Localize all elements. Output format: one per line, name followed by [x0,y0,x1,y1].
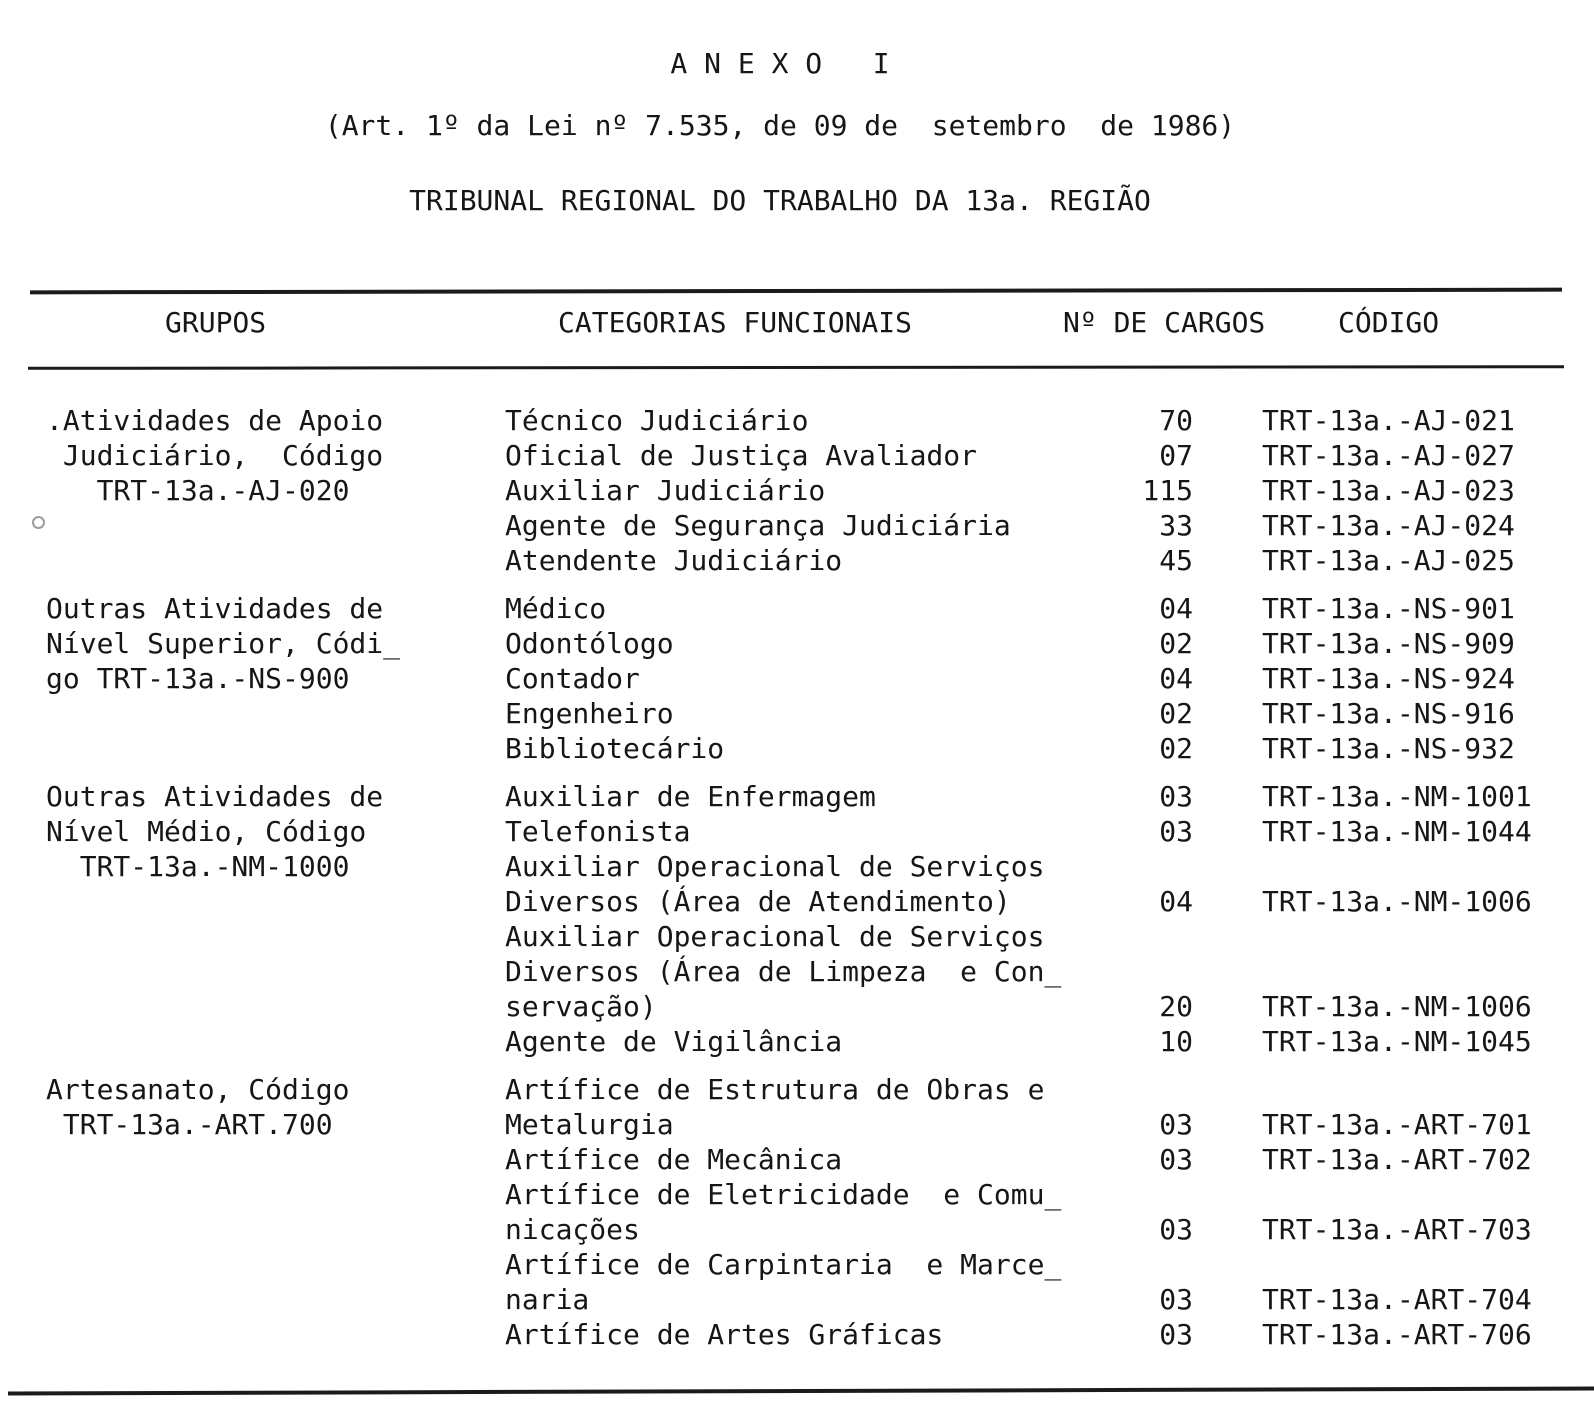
group-label-line: Nível Superior, Códi̲ [46,627,401,660]
table-row [505,438,1594,473]
cell-cargos: 07 [1159,439,1193,472]
cell-cargos: 04 [1159,885,1193,918]
cell-cargos: 03 [1159,1213,1193,1246]
scan-artifact [32,516,45,529]
document-subtitle: (Art. 1º da Lei nº 7.535, de 09 de setembro de 1986) [324,109,1236,142]
column-header-categorias: CATEGORIAS FUNCIONAIS [558,306,913,339]
cell-codigo: TRT-13a.-NS-909 [1262,627,1515,660]
cell-categoria: Médico [505,592,607,625]
table-group-artesanato [46,1072,1594,1352]
cell-categoria: Contador [505,662,640,695]
group-label-line: Nível Médio, Código [46,815,367,848]
cell-categoria: Atendente Judiciário [505,544,843,577]
cell-cargos: 02 [1159,732,1193,765]
cell-categoria: Telefonista [505,815,691,848]
cell-cargos: 45 [1159,544,1193,577]
group-label-line: Outras Atividades de [46,780,384,813]
cell-categoria: Artífice de Eletricidade e Comu̲ [505,1178,1062,1211]
table-header-rule [28,365,1564,370]
cell-cargos: 03 [1159,1108,1193,1141]
cell-cargos: 04 [1159,592,1193,625]
cell-categoria: Técnico Judiciário [505,404,809,437]
group-rows [505,403,1594,578]
cell-codigo: TRT-13a.-AJ-024 [1262,509,1515,542]
table-row [505,1107,1594,1142]
group-label [46,591,505,696]
table-group-nivel-superior [46,591,1594,766]
table-bottom-rule [8,1387,1594,1396]
group-rows [505,1072,1594,1352]
cell-cargos: 10 [1159,1025,1193,1058]
table-row [505,473,1594,508]
cell-codigo [1193,1072,1262,1107]
cell-codigo: TRT-13a.-ART-704 [1262,1283,1532,1316]
cell-categoria: Agente de Vigilância [505,1025,843,1058]
group-label-line: TRT-13a.-NM-1000 [46,850,350,883]
cell-codigo: TRT-13a.-NM-1045 [1262,1025,1532,1058]
table-top-rule [30,288,1562,295]
cell-codigo: TRT-13a.-NM-1006 [1262,885,1532,918]
cell-categoria: naria [505,1283,590,1316]
document-title: A N E X O I [670,47,890,80]
cell-cargos [1075,919,1193,954]
cell-cargos: 03 [1159,1143,1193,1176]
cell-codigo: TRT-13a.-NM-1001 [1262,780,1532,813]
cell-categoria: Auxiliar Judiciário [505,474,826,507]
cell-codigo: TRT-13a.-NS-916 [1262,697,1515,730]
table-row [505,919,1594,954]
cell-codigo: TRT-13a.-NS-901 [1262,592,1515,625]
cell-codigo: TRT-13a.-AJ-027 [1262,439,1515,472]
table-row [505,1177,1594,1212]
cell-categoria: Metalurgia [505,1108,674,1141]
cell-codigo: TRT-13a.-AJ-025 [1262,544,1515,577]
cell-codigo: TRT-13a.-AJ-023 [1262,474,1515,507]
cell-categoria: Oficial de Justiça Avaliador [505,439,978,472]
cell-categoria: nicações [505,1213,640,1246]
cell-codigo: TRT-13a.-NS-932 [1262,732,1515,765]
cell-cargos [1075,849,1193,884]
group-label-line: TRT-13a.-AJ-020 [46,474,350,507]
table-row [505,731,1594,766]
cell-categoria: Auxiliar Operacional de Serviços [505,920,1045,953]
table-row [505,989,1594,1024]
cell-codigo: TRT-13a.-ART-702 [1262,1143,1532,1176]
cell-cargos: 20 [1159,990,1193,1023]
group-label-line: Judiciário, Código [46,439,384,472]
table-row [505,696,1594,731]
table-row [505,591,1594,626]
document-org-line: TRIBUNAL REGIONAL DO TRABALHO DA 13a. REGIÃO [409,184,1151,217]
cell-codigo [1193,954,1262,989]
column-header-grupos: GRUPOS [165,306,267,339]
table-row [505,779,1594,814]
cell-cargos: 03 [1159,1283,1193,1316]
cell-categoria: Artífice de Artes Gráficas [505,1318,944,1351]
table-body [46,403,1594,1365]
cell-cargos: 02 [1159,627,1193,660]
column-header-cargos: Nº DE CARGOS [1063,306,1266,339]
cell-categoria: servação) [505,990,657,1023]
cell-codigo: TRT-13a.-ART-703 [1262,1213,1532,1246]
cell-cargos: 03 [1159,780,1193,813]
table-row [505,1317,1594,1352]
cell-categoria: Engenheiro [505,697,674,730]
table-group-nivel-medio [46,779,1594,1059]
table-row [505,1142,1594,1177]
table-row [505,954,1594,989]
cell-categoria: Artífice de Estrutura de Obras e [505,1073,1045,1106]
cell-codigo: TRT-13a.-ART-706 [1262,1318,1532,1351]
group-label-line: Outras Atividades de [46,592,384,625]
table-group-apoio-judiciario [46,403,1594,578]
column-header-codigo: CÓDIGO [1338,306,1440,339]
table-row [505,1247,1594,1282]
table-row [505,661,1594,696]
table-row [505,543,1594,578]
cell-categoria: Bibliotecário [505,732,725,765]
group-label-line: .Atividades de Apoio [46,404,384,437]
table-row [505,1282,1594,1317]
cell-cargos [1075,1072,1193,1107]
group-label-line: go TRT-13a.-NS-900 [46,662,350,695]
table-row [505,849,1594,884]
group-rows [505,779,1594,1059]
cell-cargos [1075,1247,1193,1282]
table-row [505,1024,1594,1059]
table-row [505,403,1594,438]
cell-cargos: 03 [1159,1318,1193,1351]
cell-categoria: Odontólogo [505,627,674,660]
group-label-line: Artesanato, Código [46,1073,350,1106]
cell-categoria: Diversos (Área de Limpeza e Con̲ [505,955,1062,988]
cell-cargos: 70 [1159,404,1193,437]
cell-codigo [1193,1177,1262,1212]
cell-codigo [1193,849,1262,884]
cell-cargos: 33 [1159,509,1193,542]
table-row [505,884,1594,919]
cell-categoria: Auxiliar de Enfermagem [505,780,876,813]
cell-codigo: TRT-13a.-ART-701 [1262,1108,1532,1141]
cell-categoria: Artífice de Carpintaria e Marce̲ [505,1248,1062,1281]
cell-cargos: 115 [1142,474,1193,507]
cell-cargos: 02 [1159,697,1193,730]
cell-codigo: TRT-13a.-NS-924 [1262,662,1515,695]
table-row [505,1212,1594,1247]
cell-categoria: Artífice de Mecânica [505,1143,843,1176]
cell-categoria: Diversos (Área de Atendimento) [505,885,1011,918]
cell-cargos: 03 [1159,815,1193,848]
table-row [505,814,1594,849]
table-row [505,1072,1594,1107]
group-label [46,779,505,884]
group-label [46,403,505,508]
cell-categoria: Agente de Segurança Judiciária [505,509,1011,542]
document-header [0,46,1560,218]
cell-cargos: 04 [1159,662,1193,695]
cell-codigo: TRT-13a.-NM-1006 [1262,990,1532,1023]
cell-codigo [1193,919,1262,954]
group-label [46,1072,505,1142]
group-rows [505,591,1594,766]
cell-cargos [1075,954,1193,989]
cell-categoria: Auxiliar Operacional de Serviços [505,850,1045,883]
table-row [505,626,1594,661]
table-row [505,508,1594,543]
cell-cargos [1075,1177,1193,1212]
cell-codigo [1193,1247,1262,1282]
cell-codigo: TRT-13a.-AJ-021 [1262,404,1515,437]
cell-codigo: TRT-13a.-NM-1044 [1262,815,1532,848]
group-label-line: TRT-13a.-ART.700 [46,1108,333,1141]
